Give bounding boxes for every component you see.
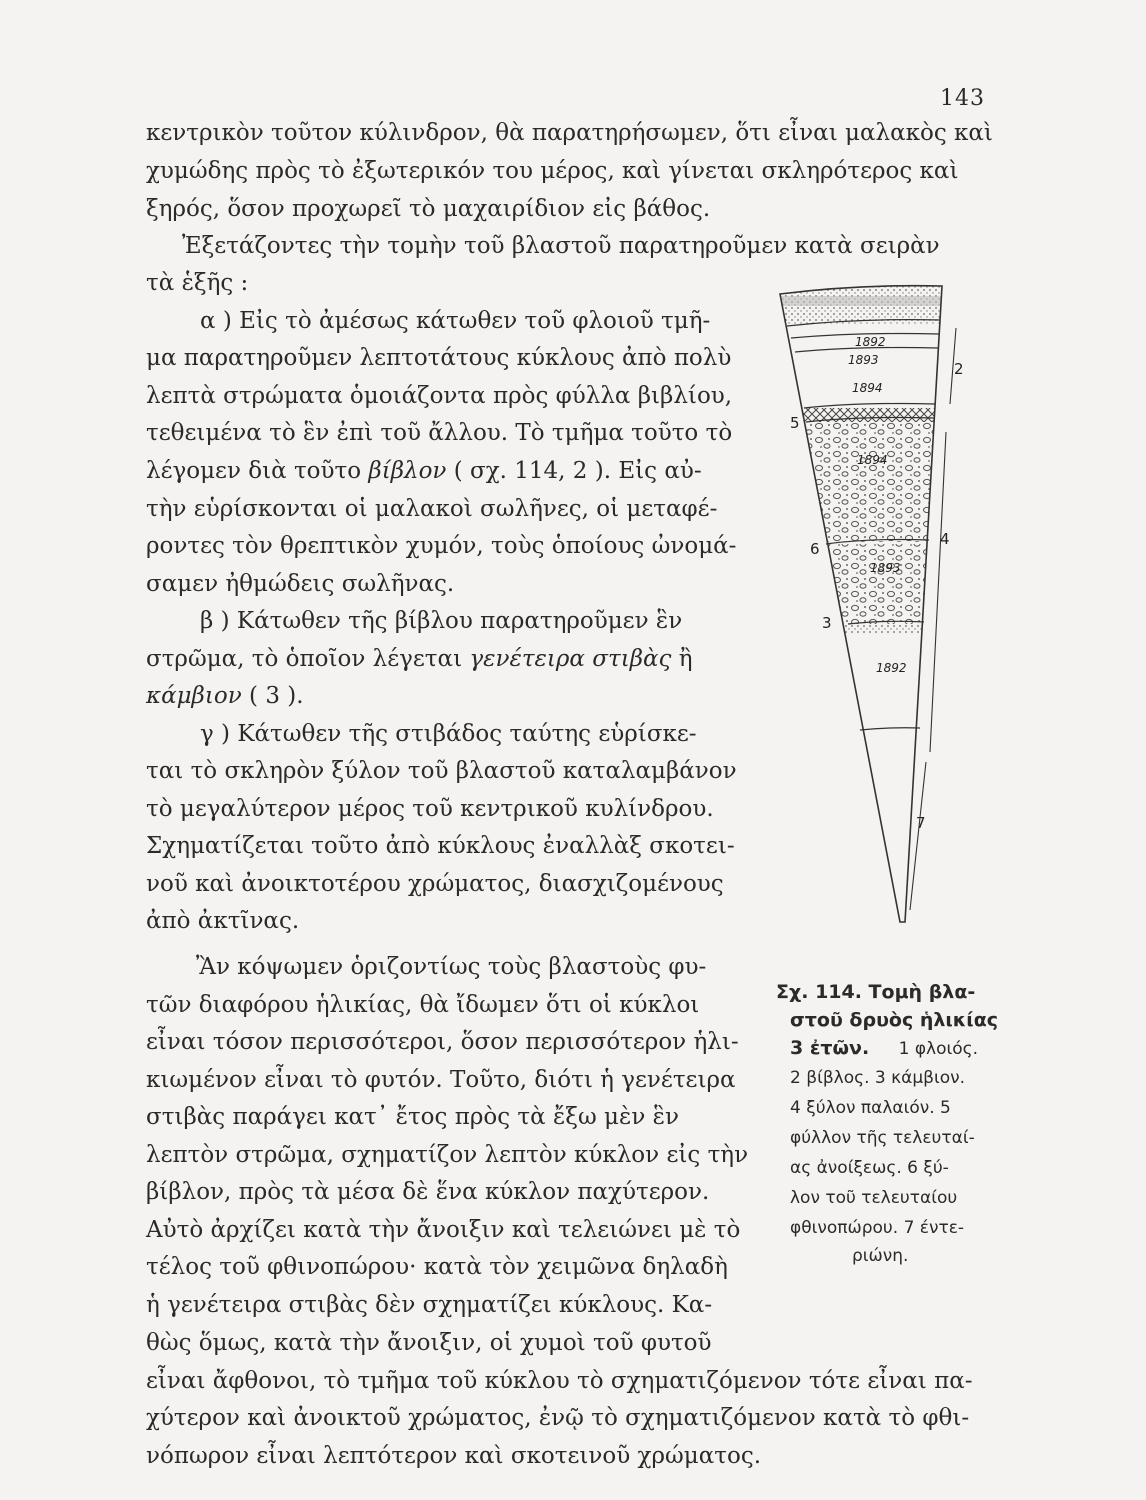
text-line: ται τὸ σκληρὸν ξύλον τοῦ βλαστοῦ καταλαμβάνον bbox=[146, 758, 737, 784]
caption-line: 2 βίβλος. 3 κάμβιον. bbox=[790, 1068, 966, 1088]
caption-line: στοῦ δρυὸς ἡλικίας bbox=[790, 1009, 999, 1031]
figure-number-2: 2 bbox=[954, 360, 964, 378]
year-label-1893-bast: 1893 bbox=[848, 353, 879, 367]
text-line: λεπτὰ στρώματα ὁμοιάζοντα πρὸς φύλλα βιβλίου, bbox=[146, 383, 733, 409]
oak-stem-section-figure bbox=[760, 282, 992, 942]
caption-line bbox=[790, 1036, 978, 1061]
text-line: α ) Εἰς τὸ ἀμέσως κάτωθεν τοῦ φλοιοῦ τμῆ- bbox=[200, 308, 711, 334]
text-span: ἢ bbox=[671, 646, 693, 672]
figure-number-4: 4 bbox=[940, 530, 950, 548]
text-line: τέλος τοῦ φθινοπώρου· κατὰ τὸν χειμῶνα δηλαδὴ bbox=[146, 1254, 728, 1280]
text-line: εἶναι τόσον περισσότεροι, ὅσον περισσότερον ἡλι- bbox=[146, 1029, 739, 1055]
text-line: Ἂν κόψωμεν ὁριζοντίως τοὺς βλαστοὺς φυ- bbox=[196, 954, 707, 980]
text-line: θὼς ὅμως, κατὰ τὴν ἄνοιξιν, οἱ χυμοὶ τοῦ φυτοῦ bbox=[146, 1330, 712, 1356]
caption-line: Σχ. 114. Τομὴ βλα- bbox=[776, 981, 976, 1003]
caption-line: ριώνη. bbox=[852, 1246, 909, 1266]
year-label-1893-wood: 1893 bbox=[870, 561, 901, 575]
page-number: 143 bbox=[940, 86, 985, 111]
text-span: ( 3 ). bbox=[241, 683, 304, 709]
text-span: στρῶμα, τὸ ὁποῖον λέγεται bbox=[146, 646, 470, 672]
text-line: σαμεν ἠθμώδεις σωλῆνας. bbox=[146, 571, 455, 597]
text-line: γ ) Κάτωθεν τῆς στιβάδος ταύτης εὑρίσκε- bbox=[200, 721, 697, 747]
text-line: κιωμένον εἶναι τὸ φυτόν. Τοῦτο, διότι ἡ γενέτειρα bbox=[146, 1067, 736, 1093]
caption-line: 4 ξύλον παλαιόν. 5 bbox=[790, 1098, 951, 1118]
text-line bbox=[146, 644, 693, 674]
caption-text: 1 φλοιός. bbox=[898, 1039, 979, 1059]
caption-line: φύλλον τῆς τελευταί- bbox=[790, 1128, 975, 1148]
text-span: ( σχ. 114, 2 ). Εἰς αὐ- bbox=[446, 458, 702, 484]
term-kambion: κάμβιον bbox=[146, 683, 242, 709]
text-line: βίβλον, πρὸς τὰ μέσα δὲ ἕνα κύκλον παχύτερον. bbox=[146, 1179, 710, 1205]
text-span: λέγομεν διὰ τοῦτο bbox=[146, 458, 369, 484]
text-line: κεντρικὸν τοῦτον κύλινδρον, θὰ παρατηρήσωμεν, ὅτι εἶναι μαλακὸς καὶ bbox=[146, 120, 993, 146]
figure-number-3: 3 bbox=[822, 614, 832, 632]
text-line: τὴν εὑρίσκονται οἱ μαλακοὶ σωλῆνες, οἱ μεταφέ- bbox=[146, 496, 718, 522]
text-line: νόπωρον εἶναι λεπτότερον καὶ σκοτεινοῦ χρώματος. bbox=[146, 1443, 762, 1469]
text-line: Αὐτὸ ἀρχίζει κατὰ τὴν ἄνοιξιν καὶ τελειώνει μὲ τὸ bbox=[146, 1217, 741, 1243]
text-line bbox=[146, 456, 702, 486]
caption-line: φθινοπώρου. 7 έντε- bbox=[790, 1218, 965, 1238]
text-line: χύτερον καὶ ἀνοικτοῦ χρώματος, ἐνῷ τὸ σχηματιζόμενον κατὰ τὸ φθι- bbox=[146, 1405, 970, 1431]
text-line: εἶναι ἄφθονοι, τὸ τμῆμα τοῦ κύκλου τὸ σχηματιζόμενον τότε εἶναι πα- bbox=[146, 1368, 973, 1394]
year-label-1894-bast: 1894 bbox=[852, 381, 883, 395]
caption-age: 3 ἐτῶν. bbox=[790, 1037, 870, 1059]
text-line: β ) Κάτωθεν τῆς βίβλου παρατηροῦμεν ἓν bbox=[200, 608, 683, 634]
wood-1893-band bbox=[760, 544, 992, 624]
text-line: ἀπὸ ἀκτῖνας. bbox=[146, 908, 300, 934]
text-line: στιβὰς παράγει κατ᾽ ἔτος πρὸς τὰ ἔξω μὲν ἓν bbox=[146, 1104, 679, 1130]
text-line: τῶν διαφόρου ἡλικίας, θὰ ἴδωμεν ὅτι οἱ κύκλοι bbox=[146, 992, 700, 1018]
text-line: τεθειμένα τὸ ἓν ἐπὶ τοῦ ἄλλου. Τὸ τμῆμα τοῦτο τὸ bbox=[146, 420, 733, 446]
text-line: ξηρός, ὅσον προχωρεῖ τὸ μαχαιρίδιον εἰς βάθος. bbox=[146, 196, 711, 222]
text-line: Σχηματίζεται τοῦτο ἀπὸ κύκλους ἐναλλὰξ σκοτει- bbox=[146, 833, 735, 859]
text-line: ἡ γενέτειρα στιβὰς δὲν σχηματίζει κύκλους. Κα- bbox=[146, 1292, 713, 1318]
wood-1894-band bbox=[760, 422, 992, 542]
text-line: μα παρατηροῦμεν λεπτοτάτους κύκλους ἀπὸ πολὺ bbox=[146, 345, 732, 371]
text-line: τὰ ἑξῆς : bbox=[146, 270, 249, 296]
text-line: νοῦ καὶ ἀνοικτοτέρου χρώματος, διασχιζομένους bbox=[146, 871, 724, 897]
figure-number-6: 6 bbox=[810, 540, 820, 558]
year-label-1892-wood: 1892 bbox=[876, 661, 907, 675]
year-label-1892-bast: 1892 bbox=[855, 335, 886, 349]
caption-line: ας ἀνοίξεως. 6 ξύ- bbox=[790, 1158, 949, 1178]
wood-1892-band bbox=[760, 624, 992, 634]
year-label-1894-wood: 1894 bbox=[857, 453, 888, 467]
figure-number-7: 7 bbox=[916, 814, 926, 832]
text-line: τὸ μεγαλύτερον μέρος τοῦ κεντρικοῦ κυλίνδρου. bbox=[146, 796, 714, 822]
bark-band-shade bbox=[760, 296, 992, 306]
term-cambium-gr: γενέτειρα στιβὰς bbox=[469, 646, 672, 672]
text-line: χυμώδης πρὸς τὸ ἐξωτερικόν του μέρος, καὶ γίνεται σκληρότερος καὶ bbox=[146, 158, 959, 184]
caption-line: λον τοῦ τελευταίου bbox=[790, 1188, 958, 1208]
text-line: λεπτὸν στρῶμα, σχηματίζον λεπτὸν κύκλον εἰς τὴν bbox=[146, 1142, 749, 1168]
term-biblos: βίβλον bbox=[368, 458, 447, 484]
figure-number-5-top: 5 bbox=[790, 414, 800, 432]
text-line: Ἐξετάζοντες τὴν τομὴν τοῦ βλαστοῦ παρατηροῦμεν κατὰ σειρὰν bbox=[182, 233, 940, 259]
text-line: ροντες τὸν θρεπτικὸν χυμόν, τοὺς ὁποίους ὠνομά- bbox=[146, 533, 737, 559]
text-line bbox=[146, 681, 304, 711]
